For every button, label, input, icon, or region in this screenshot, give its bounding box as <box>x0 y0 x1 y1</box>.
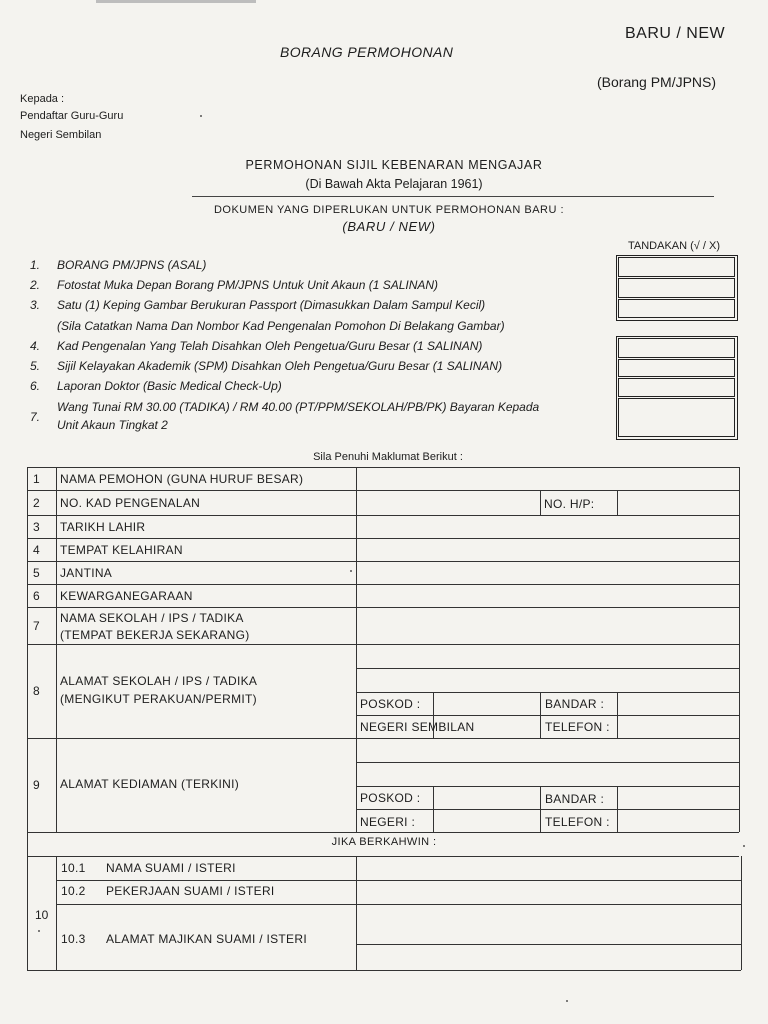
row-number: 1 <box>33 472 40 486</box>
input-birth-date[interactable] <box>358 517 738 537</box>
input-school-name[interactable] <box>358 609 738 643</box>
input-home-telephone[interactable] <box>619 811 738 831</box>
field-label-gender: JANTINA <box>60 566 113 580</box>
field-label-spouse-name: NAMA SUAMI / ISTERI <box>106 861 236 875</box>
doc-number: 2. <box>30 278 41 292</box>
input-spouse-name[interactable] <box>358 858 739 879</box>
field-label-school-name-note: (TEMPAT BEKERJA SEKARANG) <box>60 628 250 642</box>
input-home-city[interactable] <box>619 788 738 808</box>
married-item-number: 10.3 <box>61 932 86 946</box>
field-label-birth-date: TARIKH LAHIR <box>60 520 146 534</box>
documents-type: (BARU / NEW) <box>342 219 436 234</box>
doc-number: 5. <box>30 359 41 373</box>
field-label-spouse-employer-address: ALAMAT MAJIKAN SUAMI / ISTERI <box>106 932 307 946</box>
documents-heading: DOKUMEN YANG DIPERLUKAN UNTUK PERMOHONAN BARU : <box>213 204 565 216</box>
input-school-address[interactable] <box>358 646 738 691</box>
field-label-city: BANDAR : <box>545 697 605 711</box>
field-label-state: NEGERI SEMBILAN <box>360 720 475 734</box>
version-label: BARU / NEW <box>625 25 726 42</box>
married-heading: JIKA BERKAHWIN : <box>331 836 437 848</box>
field-label-phone: NO. H/P: <box>544 497 595 511</box>
input-school-telephone[interactable] <box>619 717 738 737</box>
doc-item: Sijil Kelayakan Akademik (SPM) Disahkan Oleh Pengetua/Guru Besar (1 SALINAN) <box>57 359 503 373</box>
scan-speck <box>566 1000 568 1002</box>
document-title: PERMOHONAN SIJIL KEBENARAN MENGAJAR <box>245 158 543 172</box>
field-label-school-address: ALAMAT SEKOLAH / IPS / TADIKA <box>60 674 258 688</box>
scan-speck <box>38 930 40 932</box>
field-label-spouse-occupation: PEKERJAAN SUAMI / ISTERI <box>106 884 275 898</box>
input-home-address[interactable] <box>358 740 738 785</box>
field-label-postcode: POSKOD : <box>360 791 421 805</box>
row-number: 9 <box>33 778 40 792</box>
doc-item: Wang Tunai RM 30.00 (TADIKA) / RM 40.00 (PT/PPM/SEKOLAH/PB/PK) Bayaran Kepada <box>57 400 540 414</box>
doc-item-cont: Unit Akaun Tingkat 2 <box>57 418 168 432</box>
field-label-home-address: ALAMAT KEDIAMAN (TERKINI) <box>60 777 240 791</box>
doc-number: 1. <box>30 258 41 272</box>
input-school-postcode[interactable] <box>435 694 539 714</box>
married-item-number: 10.1 <box>61 861 86 875</box>
input-birth-place[interactable] <box>358 540 738 560</box>
doc-item: Laporan Doktor (Basic Medical Check-Up) <box>57 379 282 393</box>
field-label-postcode: POSKOD : <box>360 697 421 711</box>
input-spouse-occupation[interactable] <box>358 882 739 903</box>
form-code: (Borang PM/JPNS) <box>597 74 717 90</box>
addressee-line-1: Pendaftar Guru-Guru <box>20 110 124 122</box>
input-phone[interactable] <box>619 492 738 514</box>
input-school-city[interactable] <box>619 694 738 714</box>
field-label-city: BANDAR : <box>545 792 605 806</box>
row-number: 10 <box>35 908 49 922</box>
doc-number: 7. <box>30 410 41 424</box>
row-number: 7 <box>33 619 40 633</box>
field-label-ic-number: NO. KAD PENGENALAN <box>60 496 201 510</box>
row-number: 2 <box>33 496 40 510</box>
input-gender[interactable] <box>358 563 738 583</box>
field-label-birth-place: TEMPAT KELAHIRAN <box>60 543 183 557</box>
row-number: 8 <box>33 684 40 698</box>
form-title: BORANG PERMOHONAN <box>280 44 454 60</box>
doc-number: 4. <box>30 339 41 353</box>
input-applicant-name[interactable] <box>358 469 738 489</box>
doc-item: BORANG PM/JPNS (ASAL) <box>57 258 207 272</box>
field-label-school-name: NAMA SEKOLAH / IPS / TADIKA <box>60 611 244 625</box>
doc-item: Satu (1) Keping Gambar Berukuran Passport (Dimasukkan Dalam Sampul Kecil) <box>57 298 486 312</box>
row-number: 3 <box>33 520 40 534</box>
field-label-school-address-note: (MENGIKUT PERAKUAN/PERMIT) <box>60 692 257 706</box>
input-spouse-employer-address[interactable] <box>358 906 739 969</box>
addressee-line-2: Negeri Sembilan <box>20 129 102 141</box>
document-subtitle: (Di Bawah Akta Pelajaran 1961) <box>305 177 483 191</box>
doc-number: 3. <box>30 298 41 312</box>
field-label-applicant-name: NAMA PEMOHON (GUNA HURUF BESAR) <box>60 472 304 486</box>
row-number: 4 <box>33 543 40 557</box>
input-home-state[interactable] <box>435 811 539 831</box>
scan-speck <box>743 845 745 847</box>
field-label-telephone: TELEFON : <box>545 720 610 734</box>
mark-label: TANDAKAN (√ / X) <box>628 240 721 252</box>
doc-number: 6. <box>30 379 41 393</box>
instructions: Sila Penuhi Maklumat Berikut : <box>313 451 463 463</box>
input-ic-number[interactable] <box>358 492 539 514</box>
married-item-number: 10.2 <box>61 884 86 898</box>
input-citizenship[interactable] <box>358 586 738 606</box>
row-number: 6 <box>33 589 40 603</box>
doc-item: Fotostat Muka Depan Borang PM/JPNS Untuk Unit Akaun (1 SALINAN) <box>57 278 439 292</box>
field-label-telephone: TELEFON : <box>545 815 610 829</box>
scan-speck <box>350 570 352 572</box>
doc-item-note: (Sila Catatkan Nama Dan Nombor Kad Pengenalan Pomohon Di Belakang Gambar) <box>57 319 505 333</box>
doc-item: Kad Pengenalan Yang Telah Disahkan Oleh Pengetua/Guru Besar (1 SALINAN) <box>57 339 483 353</box>
input-home-postcode[interactable] <box>435 788 539 808</box>
field-label-state: NEGERI : <box>360 815 416 829</box>
row-number: 5 <box>33 566 40 580</box>
addressee-to: Kepada : <box>20 93 65 105</box>
field-label-citizenship: KEWARGANEGARAAN <box>60 589 193 603</box>
